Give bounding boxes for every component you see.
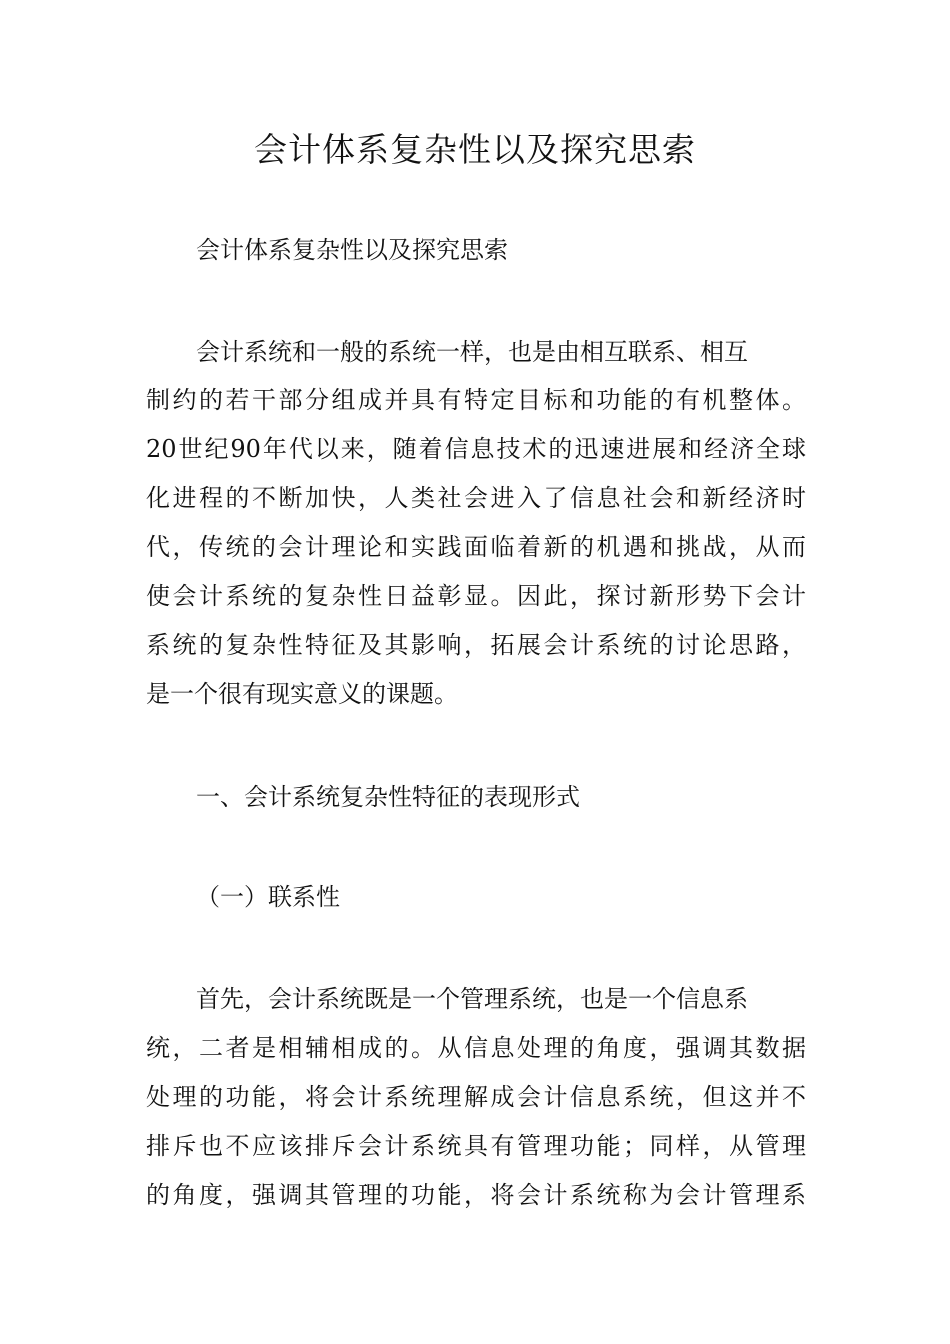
paragraph2-line-3: 处理的功能，将会计系统理解成会计信息系统，但这并不 [146, 1083, 806, 1111]
paragraph1-line-8: 是一个很有现实意义的课题。 [146, 680, 458, 708]
paragraph1-line-2: 制约的若干部分组成并具有特定目标和功能的有机整体。 [146, 386, 806, 414]
paragraph1-line-5: 代，传统的会计理论和实践面临着新的机遇和挑战，从而 [146, 533, 806, 561]
paragraph1-line-4: 化进程的不断加快，人类社会进入了信息社会和新经济时 [146, 484, 806, 512]
paragraph2-line-5: 的角度，强调其管理的功能，将会计系统称为会计管理系 [146, 1181, 806, 1209]
paragraph1-line-1: 会计系统和一般的系统一样，也是由相互联系、相互 [196, 338, 748, 366]
paragraph1-line-6: 使会计系统的复杂性日益彰显。因此，探讨新形势下会计 [146, 582, 806, 610]
section1-heading: 一、会计系统复杂性特征的表现形式 [196, 783, 580, 811]
subsection1-heading: （一）联系性 [196, 883, 340, 911]
document-title: 会计体系复杂性以及探究思索 [254, 130, 696, 169]
paragraph2-line-1: 首先，会计系统既是一个管理系统，也是一个信息系 [196, 985, 748, 1013]
paragraph1-line-3: 20世纪90年代以来，随着信息技术的迅速进展和经济全球 [146, 435, 806, 463]
paragraph2-line-2: 统，二者是相辅相成的。从信息处理的角度，强调其数据 [146, 1034, 806, 1062]
document-subtitle: 会计体系复杂性以及探究思索 [196, 236, 508, 264]
paragraph1-line-7: 系统的复杂性特征及其影响，拓展会计系统的讨论思路， [146, 631, 806, 659]
paragraph2-line-4: 排斥也不应该排斥会计系统具有管理功能；同样，从管理 [146, 1132, 806, 1160]
